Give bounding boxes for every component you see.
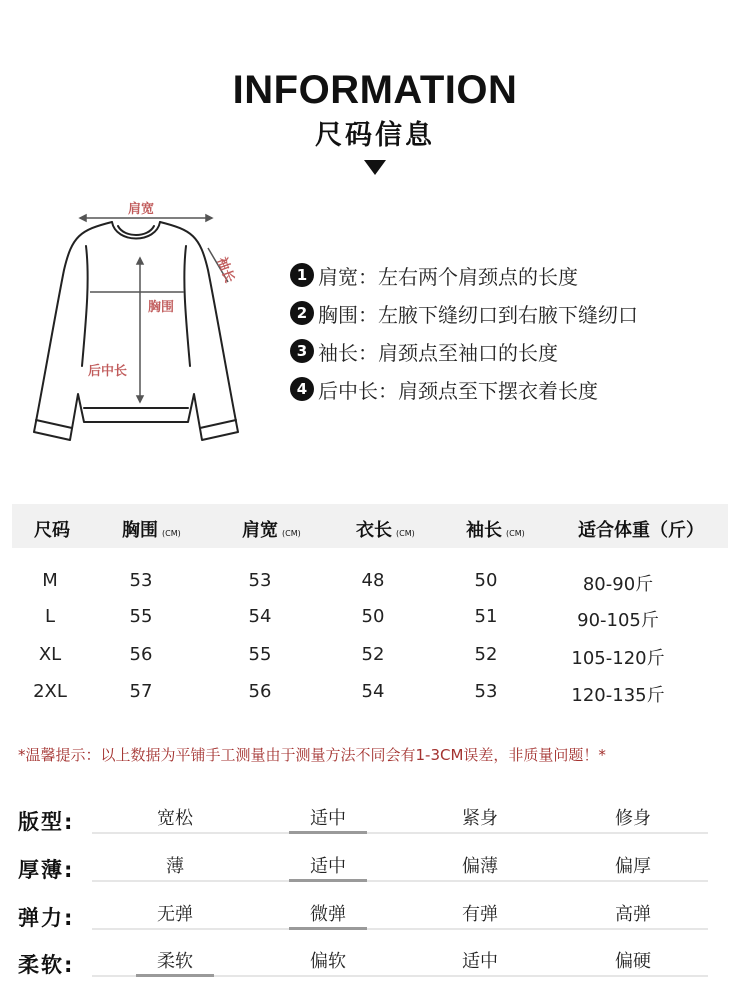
property-option: 偏软 [310, 951, 346, 972]
table-cell: 50 [361, 606, 385, 627]
property-option: 偏厚 [615, 856, 651, 877]
note-item [290, 370, 638, 408]
table-cell: 51 [474, 606, 498, 627]
property-label: 柔软: [18, 953, 75, 977]
table-cell: 50 [474, 570, 498, 591]
property-label: 厚薄: [18, 858, 75, 882]
property-option: 宽松 [157, 808, 193, 829]
selected-indicator [136, 974, 214, 977]
table-cell: 120-135斤 [571, 685, 665, 706]
size-cell: XL [38, 644, 62, 665]
property-divider [92, 928, 708, 930]
header-sleeve: 袖长 (CM) [466, 520, 525, 541]
property-option: 偏硬 [615, 951, 651, 972]
header-weight: 适合体重（斤） [578, 520, 704, 541]
property-option: 紧身 [462, 808, 498, 829]
header-size: 尺码 [34, 520, 70, 541]
table-cell: 54 [248, 606, 272, 627]
table-cell: 52 [361, 644, 385, 665]
size-cell: M [42, 570, 58, 591]
selected-indicator [289, 927, 367, 930]
header-length: 衣长 (CM) [356, 520, 415, 541]
table-cell: 53 [474, 681, 498, 702]
shoulder-width-label: 肩宽 [128, 202, 155, 217]
back-length-label: 后中长 [88, 364, 128, 379]
property-option: 薄 [166, 856, 184, 877]
property-label: 版型: [18, 810, 75, 834]
down-arrow-icon [364, 160, 386, 175]
sweater-diagram [20, 190, 260, 465]
page-subtitle: 尺码信息 [315, 120, 435, 151]
number-badge-icon: 4 [290, 377, 314, 401]
note-item [290, 256, 638, 294]
page-title: INFORMATION [232, 68, 518, 112]
table-cell: 55 [248, 644, 272, 665]
note-text: 肩宽：左右两个肩颈点的长度 [318, 264, 578, 289]
table-cell: 53 [248, 570, 272, 591]
property-divider [92, 832, 708, 834]
property-option: 偏薄 [462, 856, 498, 877]
property-option: 适中 [310, 856, 346, 877]
note-item [290, 332, 638, 370]
number-badge-icon: 3 [290, 339, 314, 363]
note-text: 后中长：肩颈点至下摆衣着长度 [318, 378, 598, 403]
note-text: 袖长：肩颈点至袖口的长度 [318, 340, 558, 365]
number-badge-icon: 1 [290, 263, 314, 287]
table-cell: 52 [474, 644, 498, 665]
table-cell: 90-105斤 [577, 610, 659, 631]
sleeve-length-label: 袖长 [213, 255, 237, 285]
table-cell: 105-120斤 [571, 648, 665, 669]
property-option: 适中 [462, 951, 498, 972]
property-option: 修身 [615, 808, 651, 829]
warning-note: *温馨提示：以上数据为平铺手工测量由于测量方法不同会有1-3CM误差，非质量问题！* [18, 746, 606, 764]
table-cell: 53 [129, 570, 153, 591]
table-cell: 56 [129, 644, 153, 665]
note-text: 胸围：左腋下缝纫口到右腋下缝纫口 [318, 302, 638, 327]
table-cell: 55 [129, 606, 153, 627]
header-chest: 胸围 (CM) [122, 520, 181, 541]
property-option: 有弹 [462, 904, 498, 925]
chest-label: 胸围 [148, 300, 175, 315]
property-label: 弹力: [18, 906, 75, 930]
property-option: 微弹 [310, 904, 346, 925]
selected-indicator [289, 831, 367, 834]
table-cell: 57 [129, 681, 153, 702]
property-option: 高弹 [615, 904, 651, 925]
property-option: 柔软 [157, 951, 193, 972]
measurement-notes [290, 256, 638, 408]
note-item [290, 294, 638, 332]
header-shoulder: 肩宽 (CM) [242, 520, 301, 541]
table-cell: 48 [361, 570, 385, 591]
table-cell: 80-90斤 [582, 574, 654, 595]
size-cell: 2XL [33, 681, 67, 702]
table-cell: 56 [248, 681, 272, 702]
size-cell: L [44, 606, 56, 627]
property-option: 无弹 [157, 904, 193, 925]
property-option: 适中 [310, 808, 346, 829]
number-badge-icon: 2 [290, 301, 314, 325]
selected-indicator [289, 879, 367, 882]
table-cell: 54 [361, 681, 385, 702]
property-divider [92, 880, 708, 882]
